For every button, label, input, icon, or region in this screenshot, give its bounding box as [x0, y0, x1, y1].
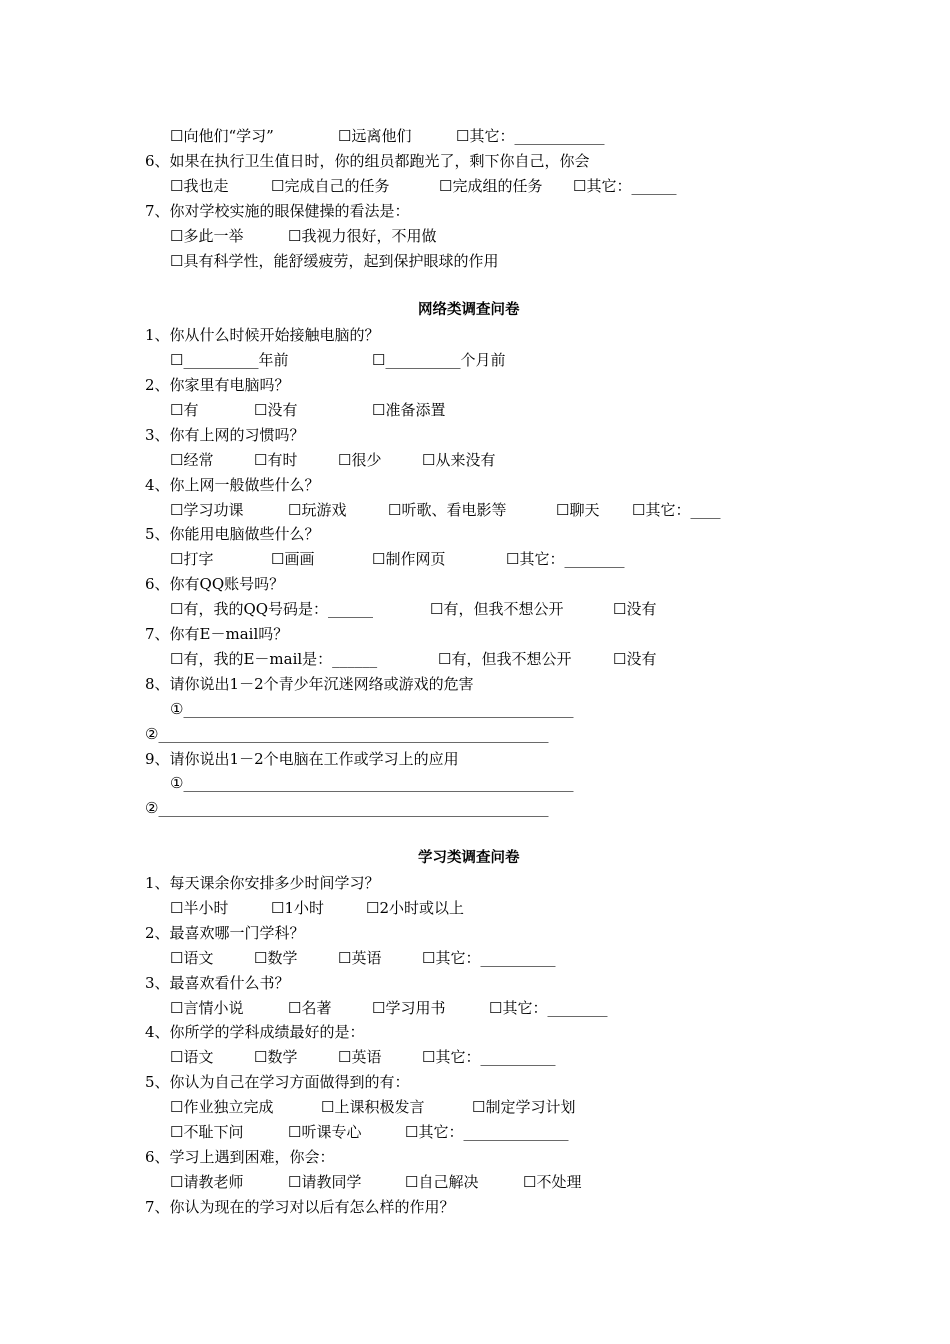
question-row: [0, 622, 950, 647]
options-row: [0, 771, 950, 796]
option-checkbox[interactable]: ☐其它：__________: [422, 948, 556, 967]
question-text: 4、你上网一般做些什么？: [145, 475, 320, 494]
question-row: [0, 1145, 950, 1170]
question-row: [0, 423, 950, 448]
question-text: 8、请你说出1－2个青少年沉迷网络或游戏的危害: [145, 674, 474, 693]
question-text: 6、你有QQ账号吗？: [145, 575, 285, 594]
options-row: [0, 547, 950, 572]
question-text: 5、你能用电脑做些什么？: [145, 525, 320, 544]
options-row: [0, 722, 950, 747]
question-text: 1、你从什么时候开始接触电脑的？: [145, 326, 380, 345]
option-checkbox[interactable]: ☐1小时: [271, 898, 324, 917]
option-checkbox[interactable]: ☐自己解决: [405, 1172, 479, 1191]
question-text: 6、如果在执行卫生值日时，你的组员都跑光了，剩下你自己，你会: [145, 151, 590, 170]
question-row: [0, 1195, 950, 1220]
option-checkbox[interactable]: ☐其它：________: [506, 550, 625, 569]
question-text: 7、你有E－mail吗？: [145, 625, 289, 643]
option-checkbox[interactable]: ☐上课积极发言: [321, 1098, 425, 1117]
option-checkbox[interactable]: ☐从来没有: [422, 450, 496, 469]
option-checkbox[interactable]: ☐制作网页: [372, 550, 446, 569]
option-checkbox[interactable]: ☐其它：____________: [456, 127, 605, 145]
option-checkbox[interactable]: ☐名著: [288, 998, 332, 1017]
option-checkbox[interactable]: ☐有时: [254, 450, 298, 469]
option-checkbox[interactable]: ☐制定学习计划: [472, 1098, 576, 1117]
option-checkbox[interactable]: ②____________________________________________________: [145, 724, 549, 743]
section-title-row: [0, 298, 950, 323]
option-checkbox[interactable]: ☐其它：__________: [422, 1048, 556, 1067]
options-row: [0, 597, 950, 622]
option-checkbox[interactable]: ☐聊天: [556, 500, 600, 519]
options-row: [0, 1170, 950, 1195]
option-checkbox[interactable]: ☐请教老师: [170, 1172, 244, 1191]
option-checkbox[interactable]: ☐__________年前: [170, 351, 289, 370]
option-checkbox[interactable]: ☐其它：______: [573, 176, 677, 195]
option-checkbox[interactable]: ☐作业独立完成: [170, 1098, 274, 1117]
option-checkbox[interactable]: ☐有，我的QQ号码是：______: [170, 600, 374, 619]
option-checkbox[interactable]: ☐我也走: [170, 176, 229, 195]
options-row: [0, 1045, 950, 1070]
option-checkbox[interactable]: ☐半小时: [170, 898, 229, 917]
option-checkbox[interactable]: ☐学习功课: [170, 500, 244, 519]
options-row: [0, 1120, 950, 1145]
question-text: 3、你有上网的习惯吗？: [145, 425, 305, 444]
option-checkbox[interactable]: ☐我视力很好，不用做: [288, 226, 437, 245]
option-checkbox[interactable]: ☐远离他们: [338, 127, 412, 145]
option-checkbox[interactable]: ☐经常: [170, 450, 214, 469]
option-checkbox[interactable]: ☐多此一举: [170, 226, 244, 245]
question-row: [0, 672, 950, 697]
option-checkbox[interactable]: ☐英语: [338, 948, 382, 967]
option-checkbox[interactable]: ☐打字: [170, 550, 214, 569]
option-checkbox[interactable]: ☐言情小说: [170, 998, 244, 1017]
option-checkbox[interactable]: ☐语文: [170, 948, 214, 967]
options-row: [0, 498, 950, 523]
question-row: [0, 149, 950, 174]
option-checkbox[interactable]: ☐具有科学性，能舒缓疲劳，起到保护眼球的作用: [170, 251, 499, 270]
section-title-row: [0, 846, 950, 871]
option-checkbox[interactable]: ☐向他们“学习”: [170, 127, 274, 145]
option-checkbox[interactable]: ☐有: [170, 400, 199, 419]
question-text: 6、学习上遇到困难，你会：: [145, 1147, 335, 1166]
option-checkbox[interactable]: ☐其它：____: [632, 500, 721, 519]
blank-row: [0, 821, 950, 846]
question-text: 4、你所学的学科成绩最好的是：: [145, 1023, 365, 1042]
question-row: [0, 971, 950, 996]
option-checkbox[interactable]: ☐其它：________: [489, 998, 608, 1017]
option-checkbox[interactable]: ①____________________________________________________: [170, 774, 574, 793]
option-checkbox[interactable]: ☐很少: [338, 450, 382, 469]
section-title: 网络类调查问卷: [418, 302, 520, 319]
option-checkbox[interactable]: ☐没有: [254, 400, 298, 419]
option-checkbox[interactable]: ☐__________个月前: [372, 351, 506, 370]
option-checkbox[interactable]: ☐准备添置: [372, 400, 446, 419]
option-checkbox[interactable]: ☐画画: [271, 550, 315, 569]
options-row: [0, 946, 950, 971]
question-row: [0, 1070, 950, 1095]
question-row: [0, 522, 950, 547]
section-title: 学习类调查问卷: [418, 850, 520, 867]
options-row: [0, 224, 950, 249]
option-checkbox[interactable]: ①____________________________________________________: [170, 699, 574, 718]
question-text: 5、你认为自己在学习方面做得到的有：: [145, 1073, 410, 1092]
options-row: [0, 348, 950, 373]
question-text: 7、你对学校实施的眼保健操的看法是：: [145, 201, 410, 220]
options-row: [0, 996, 950, 1021]
question-row: [0, 871, 950, 896]
question-text: 7、你认为现在的学习对以后有怎么样的作用？: [145, 1197, 455, 1216]
options-row: [0, 174, 950, 199]
option-checkbox[interactable]: ☐不耻下问: [170, 1123, 244, 1141]
option-checkbox[interactable]: ☐英语: [338, 1048, 382, 1067]
option-checkbox[interactable]: ☐没有: [613, 600, 657, 619]
option-checkbox[interactable]: ☐2小时或以上: [366, 898, 464, 917]
option-checkbox[interactable]: ☐有，我的E－mail是：______: [170, 649, 378, 668]
option-checkbox[interactable]: ☐有，但我不想公开: [430, 600, 564, 619]
options-row: [0, 647, 950, 672]
option-checkbox[interactable]: ☐没有: [613, 649, 657, 668]
option-checkbox[interactable]: ☐数学: [254, 1048, 298, 1067]
question-text: 2、你家里有电脑吗？: [145, 376, 290, 394]
question-row: [0, 473, 950, 498]
question-row: [0, 921, 950, 946]
option-checkbox[interactable]: ☐完成自己的任务: [271, 176, 390, 195]
options-row: [0, 249, 950, 274]
question-row: [0, 1020, 950, 1045]
option-checkbox[interactable]: ☐不处理: [523, 1172, 582, 1191]
option-checkbox[interactable]: ☐请教同学: [288, 1172, 362, 1191]
options-row: [0, 1095, 950, 1120]
option-checkbox[interactable]: ☐数学: [254, 948, 298, 967]
option-checkbox[interactable]: ☐其它：______________: [405, 1123, 569, 1141]
options-row: [0, 448, 950, 473]
question-row: [0, 747, 950, 772]
question-row: [0, 373, 950, 398]
question-row: [0, 199, 950, 224]
option-checkbox[interactable]: ☐有，但我不想公开: [438, 649, 572, 668]
options-row: [0, 398, 950, 423]
options-row: [0, 796, 950, 821]
option-checkbox[interactable]: ②____________________________________________________: [145, 799, 549, 818]
option-checkbox[interactable]: ☐听课专心: [288, 1123, 362, 1141]
options-row: [0, 124, 950, 149]
option-checkbox[interactable]: ☐语文: [170, 1048, 214, 1067]
options-row: [0, 697, 950, 722]
option-checkbox[interactable]: ☐听歌、看电影等: [388, 500, 507, 519]
question-text: 9、请你说出1－2个电脑在工作或学习上的应用: [145, 749, 459, 768]
option-checkbox[interactable]: ☐完成组的任务: [439, 176, 543, 195]
option-checkbox[interactable]: ☐玩游戏: [288, 500, 347, 519]
option-checkbox[interactable]: ☐学习用书: [372, 998, 446, 1017]
question-text: 1、每天课余你安排多少时间学习？: [145, 874, 380, 892]
options-row: [0, 896, 950, 921]
blank-row: [0, 273, 950, 298]
question-row: [0, 572, 950, 597]
question-row: [0, 323, 950, 348]
question-text: 2、最喜欢哪一门学科？: [145, 923, 305, 942]
question-text: 3、最喜欢看什么书？: [145, 973, 290, 992]
